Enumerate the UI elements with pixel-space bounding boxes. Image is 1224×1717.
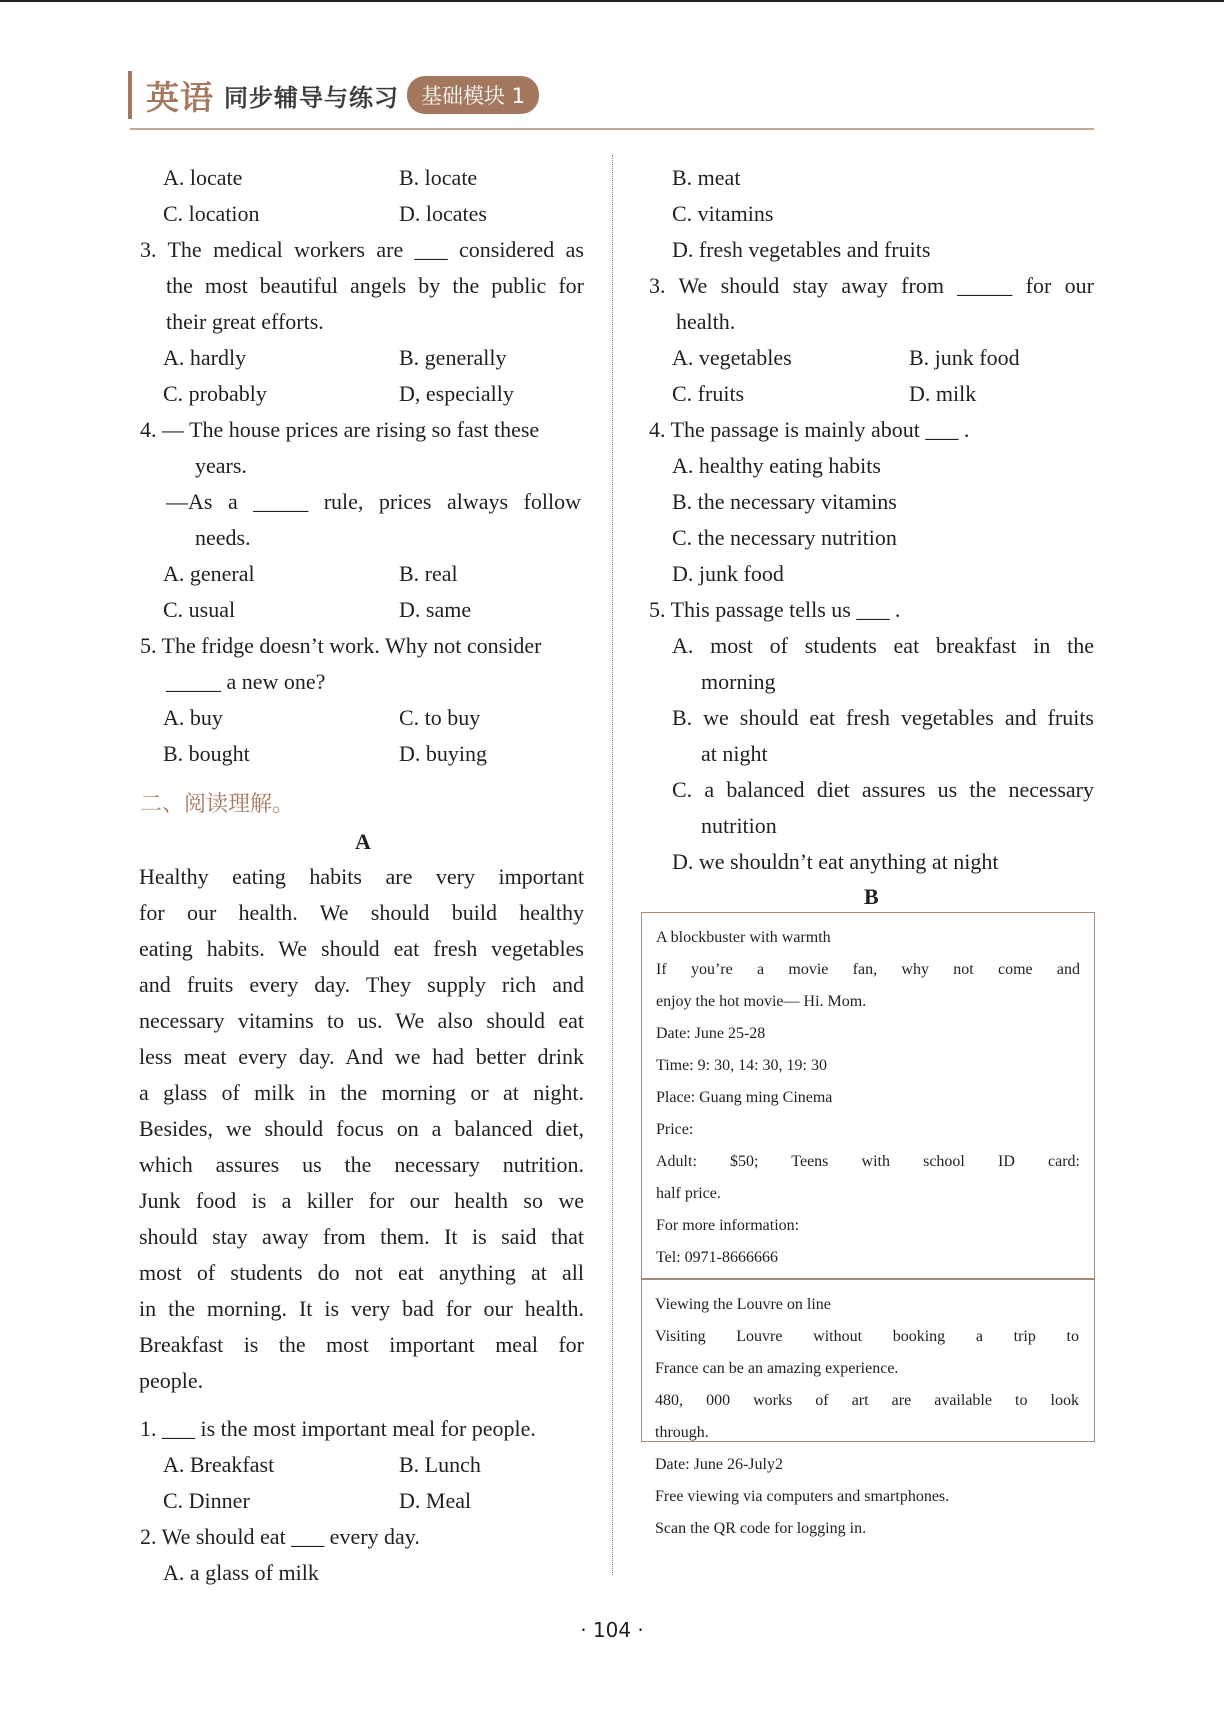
notice-movie-line: enjoy the hot movie— Hi. Mom. [656,993,867,1010]
notice-louvre-line: Visiting Louvre without booking a trip to [655,1328,1079,1345]
q4-stem-line2: years. [195,453,247,478]
rq5-option-d: D. we shouldn’t eat anything at night [672,849,999,874]
rq5-option-a-line1: A. most of students eat breakfast in the [672,633,1094,658]
q2-option-b: B. locate [399,165,478,190]
q3-stem-line1: 3. The medical workers are ___ considered as [140,237,584,262]
notice-louvre-line: Date: June 26-July2 [655,1456,783,1473]
passage-a-line: less meat every day. And we had better drink [139,1044,584,1069]
q2-option-a: A. locate [163,165,243,190]
q3-option-b: B. generally [399,345,507,370]
rq4-option-a: A. healthy eating habits [672,453,881,478]
passage-a-line: for our health. We should build healthy [139,900,584,925]
passage-a-line: should stay away from them. It is said that [139,1224,584,1249]
notice-movie-line: Date: June 25-28 [656,1025,766,1042]
notice-louvre-line: through. [655,1424,709,1441]
q2-option-d: D. locates [399,201,487,226]
rq4-option-b: B. the necessary vitamins [672,489,897,514]
q5-option-d: D. buying [399,741,487,766]
notice-movie-line: Price: [656,1121,694,1138]
rq1-option-c: C. Dinner [163,1488,250,1513]
passage-a-line: necessary vitamins to us. We also should eat [139,1008,584,1033]
q4-option-a: A. general [163,561,255,586]
rq2-option-d: D. fresh vegetables and fruits [672,237,931,262]
rq3-option-b: B. junk food [909,345,1020,370]
passage-a-line: Healthy eating habits are very important [139,864,584,889]
header-subject: 英语 [146,77,214,117]
notice-movie-line: Place: Guang ming Cinema [656,1089,833,1106]
rq5-option-a-line2: morning [701,669,776,694]
q4-stem-line1: 4. — The house prices are rising so fast these [140,417,540,442]
q4-option-d: D. same [399,597,472,622]
passage-a-line: eating habits. We should eat fresh vegetables [139,936,584,961]
rq4-stem: 4. The passage is mainly about ___ . [649,417,970,442]
q4-option-c: C. usual [163,597,236,622]
rq3-option-c: C. fruits [672,381,745,406]
q5-stem-line2: _____ a new one? [166,669,326,694]
notice-movie-line: If you’re a movie fan, why not come and [656,961,1080,978]
notice-louvre-line: France can be an amazing experience. [655,1360,899,1377]
notice-movie-line: half price. [656,1185,721,1202]
q5-option-a: A. buy [163,705,223,730]
notice-louvre-line: Viewing the Louvre on line [655,1296,831,1313]
rq5-option-c-line2: nutrition [701,813,777,838]
rq1-stem: 1. ___ is the most important meal for people. [140,1416,536,1441]
q5-option-c: C. to buy [399,705,481,730]
q3-option-c: C. probably [163,381,267,406]
section-title-reading: 二、阅读理解。 [140,792,295,817]
notice-separator [641,1278,1095,1280]
q3-stem-line2: the most beautiful angels by the public for [166,273,584,298]
rq2-option-c: C. vitamins [672,201,774,226]
passage-b-label: B [864,884,879,909]
q3-stem-line3: their great efforts. [166,309,324,334]
q3-option-a: A. hardly [163,345,247,370]
q4-stem-line4: needs. [195,525,251,550]
rq4-option-c: C. the necessary nutrition [672,525,897,550]
rq3-option-a: A. vegetables [672,345,792,370]
notice-louvre-line: Scan the QR code for logging in. [655,1520,867,1537]
notice-movie-line: Tel: 0971-8666666 [656,1249,778,1266]
rq3-option-d: D. milk [909,381,977,406]
notice-movie-line: Time: 9: 30, 14: 30, 19: 30 [656,1057,827,1074]
notice-movie-line: For more information: [656,1217,800,1234]
passage-a-line: and fruits every day. They supply rich and [139,972,584,997]
passage-a-line: a glass of milk in the morning or at night. [139,1080,584,1105]
rq1-option-b: B. Lunch [399,1452,481,1477]
q5-option-b: B. bought [163,741,250,766]
rq1-option-d: D. Meal [399,1488,472,1513]
rq5-stem: 5. This passage tells us ___ . [649,597,901,622]
passage-a-line: most of students do not eat anything at all [139,1260,584,1285]
rq2-option-b: B. meat [672,165,741,190]
notice-movie-line: A blockbuster with warmth [656,929,831,946]
passage-a-line: which assures us the necessary nutrition. [139,1152,584,1177]
notice-louvre-line: Free viewing via computers and smartphones. [655,1488,950,1505]
rq5-option-b-line1: B. we should eat fresh vegetables and fruits [672,705,1094,730]
passage-a-line: Junk food is a killer for our health so we [139,1188,584,1213]
rq3-stem-line2: health. [676,309,736,334]
page-number: · 104 · [580,1618,644,1642]
notice-louvre-line: 480, 000 works of art are available to look [655,1392,1079,1409]
rq5-option-b-line2: at night [701,741,768,766]
q5-stem-line1: 5. The fridge doesn’t work. Why not consider [140,633,542,658]
q2-option-c: C. location [163,201,260,226]
q3-option-d: D, especially [399,381,514,406]
header-book-title: 同步辅导与练习 [224,83,399,112]
q4-option-b: B. real [399,561,458,586]
header-module-badge: 基础模块 1 [407,76,539,114]
passage-a-line: people. [139,1368,204,1393]
q4-stem-line3: —As a _____ rule, prices always follow [166,489,581,514]
notice-movie-line: Adult: $50; Teens with school ID card: [656,1153,1080,1170]
passage-a-line: Besides, we should focus on a balanced diet, [139,1116,584,1141]
rq2-option-a: A. a glass of milk [163,1560,319,1585]
rq3-stem-line1: 3. We should stay away from _____ for our [649,273,1094,298]
rq1-option-a: A. Breakfast [163,1452,275,1477]
rq2-stem: 2. We should eat ___ every day. [140,1524,420,1549]
rq4-option-d: D. junk food [672,561,784,586]
rq5-option-c-line1: C. a balanced diet assures us the necessary [672,777,1094,802]
passage-a-label: A [355,829,371,854]
passage-a-line: Breakfast is the most important meal for [139,1332,584,1357]
passage-a-line: in the morning. It is very bad for our health. [139,1296,584,1321]
